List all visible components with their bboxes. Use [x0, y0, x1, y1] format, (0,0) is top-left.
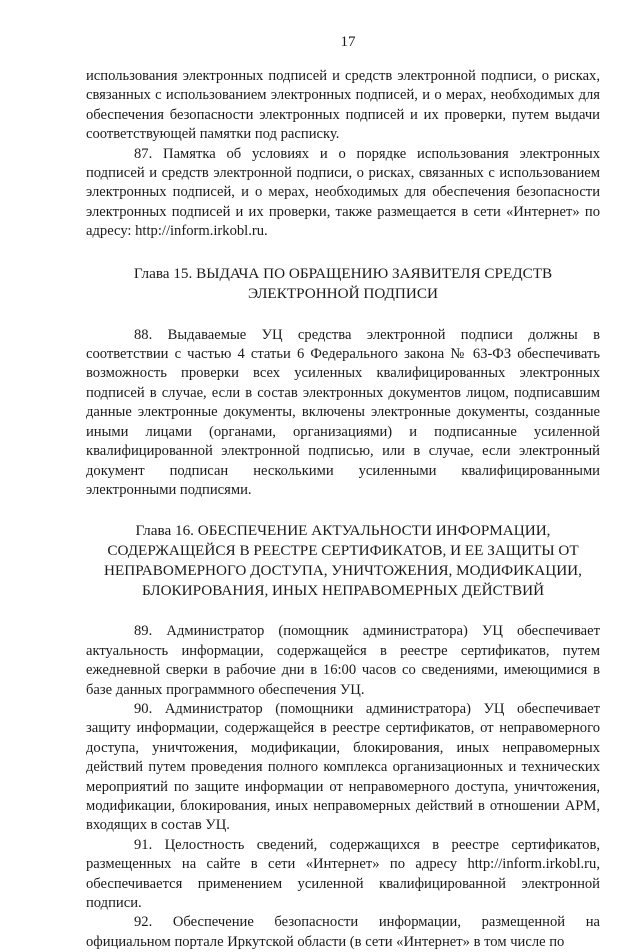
- paragraph-87: 87. Памятка об условиях и о порядке использования электронных подписей и средств электронной подписи, о рисках, связанных с использованием электронных подписей, и о мерах, необходимых для обеспечения безопасности электронных подписей и их проверки, также размещается в сети «Интернет» по адресу: http://inform.irkobl.ru.: [86, 145, 600, 240]
- paragraph-91: 91. Целостность сведений, содержащихся в реестре сертификатов, размещенных на сайте в сети «Интернет» по адресу http://inform.irkobl.ru, обеспечивается применением усиленной квалифицированной электронной подписи.: [86, 836, 600, 911]
- paragraph-89: 89. Администратор (помощник администратора) УЦ обеспечивает актуальность информации, содержащейся в реестре сертификатов, путем ежедневной сверки в рабочие дни в 16:00 часов со сведениями, имеющимися в базе данных программного обеспечения УЦ.: [86, 623, 600, 698]
- paragraph-88: 88. Выдаваемые УЦ средства электронной подписи должны в соответствии с частью 4 статьи 6 Федерального закона № 63-ФЗ обеспечивать возможность проверки всех усиленных квалифицированных электронных подписей в случае, если в состав электронных документов лицом, подписавшим данные электронные документы, включены электронные документы, созданные иными лицами (органами, организациями) и подписанные усиленной квалифицированной электронной подписью, или в случае, если электронный документ подписан несколькими усиленными квалифицированными электронными подписями.: [86, 326, 600, 498]
- page-number: 17: [340, 34, 356, 50]
- chapter-16-heading: Глава 16. ОБЕСПЕЧЕНИЕ АКТУАЛЬНОСТИ ИНФОРМАЦИИ, СОДЕРЖАЩЕЙСЯ В РЕЕСТРЕ СЕРТИФИКАТОВ, И ЕЕ ЗАЩИТЫ ОТ НЕПРАВОМЕРНОГО ДОСТУПА, УНИЧТОЖЕНИЯ, МОДИФИКАЦИИ, БЛОКИРОВАНИЯ, ИНЫХ НЕПРАВОМЕРНЫХ ДЕЙСТВИЙ: [104, 522, 582, 600]
- paragraph-continuation: использования электронных подписей и средств электронной подписи, о рисках, связанных с использованием электронных подписей, и о мерах, необходимых для обеспечения безопасности электронных подписей и их проверки, путем выдачи соответствующей памятки под расписку.: [86, 68, 600, 143]
- chapter-15-heading: Глава 15. ВЫДАЧА ПО ОБРАЩЕНИЮ ЗАЯВИТЕЛЯ СРЕДСТВ ЭЛЕКТРОННОЙ ПОДПИСИ: [133, 264, 553, 302]
- paragraph-92: 92. Обеспечение безопасности информации, размещенной на официальном портале Иркутской области (в сети «Интернет» в том числе по: [86, 914, 600, 950]
- paragraph-90: 90. Администратор (помощники администратора) УЦ обеспечивает защиту информации, содержащейся в реестре сертификатов, от неправомерного доступа, уничтожения, модификации, блокирования, иных неправомерных действий путем проведения полного комплекса организационных и технических мероприятий по защите информации от неправомерного доступа, уничтожения, модификации, блокирования, иных неправомерных действий в отношении АРМ, входящих в состав УЦ.: [86, 700, 600, 834]
